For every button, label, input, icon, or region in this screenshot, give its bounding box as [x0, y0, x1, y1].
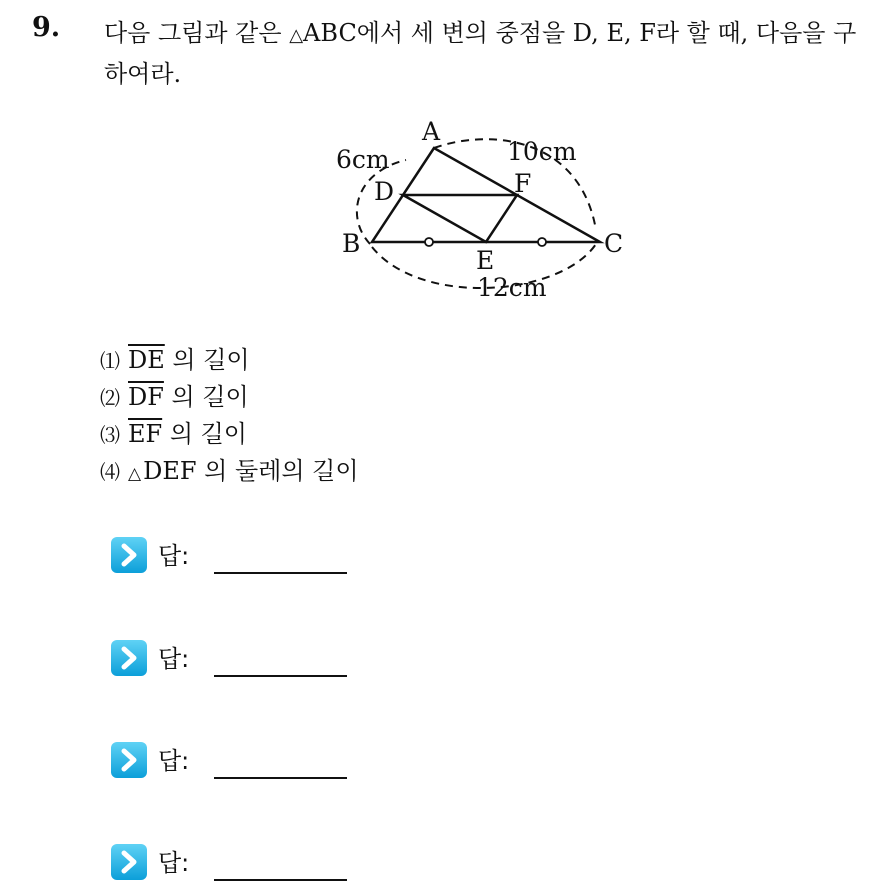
sub-question-number: ⑴: [100, 349, 120, 373]
sub-question-text: 의 길이: [171, 383, 249, 411]
sub-question-1: [100, 340, 250, 375]
segment-label: $\overline{DE}$: [128, 346, 165, 374]
label-bc-length: 12cm: [477, 273, 547, 302]
chevron-right-icon: [110, 639, 148, 677]
sub-question-4: [100, 451, 359, 486]
answer-row-2: [110, 637, 370, 677]
chevron-right-icon: [110, 536, 148, 574]
question-text: [104, 14, 874, 93]
segment-label: $\overline{DF}$: [128, 383, 164, 411]
answer-blank-4[interactable]: [214, 879, 347, 881]
chevron-right-icon: [110, 741, 148, 779]
sub-question-3: [100, 414, 247, 449]
answer-blank-1[interactable]: [214, 572, 347, 574]
answer-row-3: [110, 739, 370, 779]
label-ab-length: 6cm: [336, 145, 390, 174]
triangle-symbol: △: [128, 464, 142, 484]
answer-blank-2[interactable]: [214, 675, 347, 677]
answer-label: 답:: [158, 645, 190, 673]
sub-question-text: 의 둘레의 길이: [204, 457, 359, 485]
triangle-diagram: [330, 112, 640, 302]
chevron-right-icon: [110, 843, 148, 881]
sub-question-text: 의 길이: [169, 420, 247, 448]
sub-question-number: ⑶: [100, 423, 120, 447]
answer-row-1: [110, 534, 370, 574]
label-f: F: [514, 169, 532, 198]
triangle-figure: [330, 112, 640, 302]
label-ac-length: 10cm: [507, 137, 577, 166]
answer-blank-3[interactable]: [214, 777, 347, 779]
question-text-part2: ABC에서 세 변의 중점을 D, E, F라 할 때, 다음을 구하여라.: [104, 19, 857, 88]
question-text-part1: 다음 그림과 같은: [104, 19, 290, 47]
sub-question-2: [100, 377, 249, 412]
sub-question-number: ⑷: [100, 460, 120, 484]
triangle-symbol: △: [289, 25, 304, 46]
label-a: A: [422, 117, 441, 146]
triangle-def: [403, 195, 517, 242]
label-b: B: [342, 229, 361, 258]
tick-be: [425, 238, 433, 246]
sub-question-text: 의 길이: [172, 346, 250, 374]
segment-label: $\overline{EF}$: [128, 420, 163, 448]
segment-label: DEF: [143, 457, 197, 485]
label-c: C: [604, 229, 624, 258]
question-number: 9.: [32, 12, 61, 43]
label-e: E: [476, 246, 495, 275]
answer-label: 답:: [158, 747, 190, 775]
answer-label: 답:: [158, 542, 190, 570]
tick-ec: [538, 238, 546, 246]
answer-label: 답:: [158, 849, 190, 877]
answer-row-4: [110, 841, 370, 881]
label-d: D: [374, 177, 395, 206]
sub-question-number: ⑵: [100, 386, 120, 410]
